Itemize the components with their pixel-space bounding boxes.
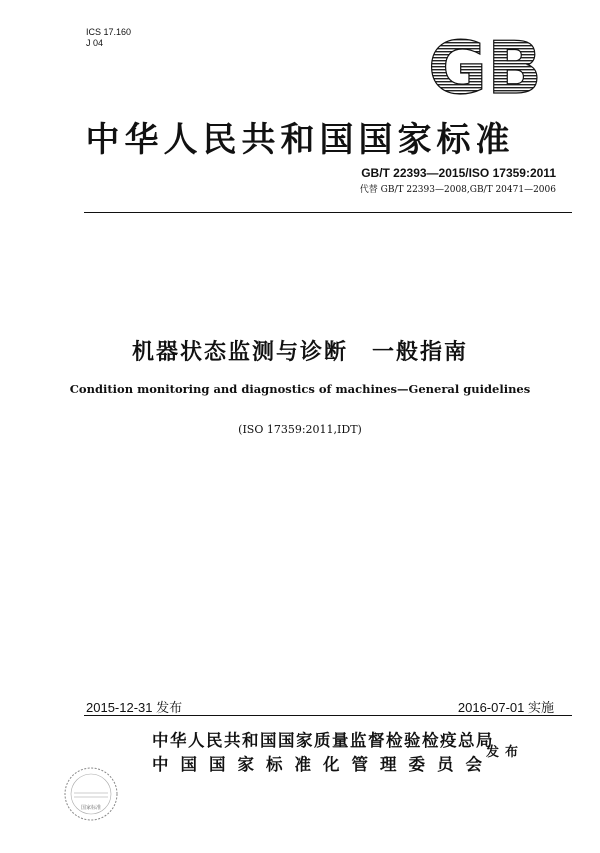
classification-codes <box>86 27 131 49</box>
gb-logo-icon <box>425 33 545 101</box>
adoption-note: (ISO 17359:2011,IDT) <box>238 423 362 436</box>
footer-divider <box>84 715 572 716</box>
gb-logo-text: GB <box>428 33 542 101</box>
issuer-sac: 中国国家标准化管理委员会 <box>152 756 494 774</box>
replaces-standards: 代替 GB/T 22393—2008,GB/T 20471—2006 <box>359 185 556 195</box>
standard-number: GB/T 22393—2015/ISO 17359:2011 <box>361 166 556 180</box>
document-title-chinese: 机器状态监测与诊断 一般指南 <box>131 339 468 364</box>
gb-logo <box>425 33 545 101</box>
issuer-aqsiq: 中华人民共和国国家质量监督检验检疫总局 <box>152 732 494 750</box>
official-seal <box>62 765 120 823</box>
header-divider <box>84 212 572 213</box>
ccs-code: J 04 <box>86 38 104 48</box>
implementation-date: 2016-07-01 实施 <box>457 700 554 715</box>
seal-stamp-icon <box>62 765 120 823</box>
publish-label: 发布 <box>486 744 525 759</box>
issue-date: 2015-12-31 发布 <box>86 700 183 715</box>
standard-category-title: 中华人民共和国国家标准 <box>85 120 515 160</box>
seal-text: 国家标准 <box>80 805 102 811</box>
ics-code: ICS 17.160 <box>86 27 132 37</box>
document-title-english: Condition monitoring and diagnostics of machines—General guidelines <box>69 382 531 396</box>
